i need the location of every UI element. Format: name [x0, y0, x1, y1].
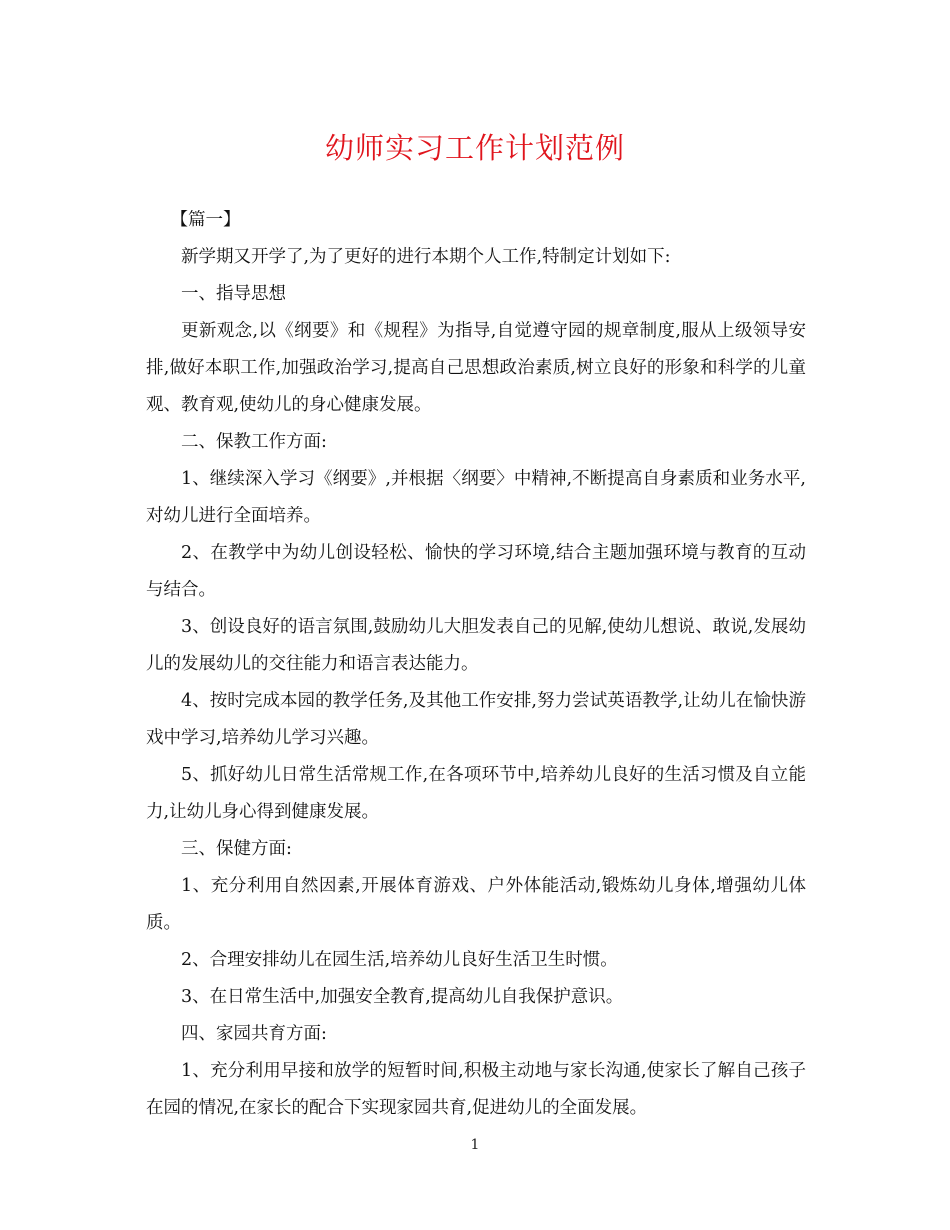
paragraph-intro: 新学期又开学了,为了更好的进行本期个人工作,特制定计划如下: — [181, 247, 671, 267]
paragraph-health-1: 1、充分利用自然因素,开展体育游戏、户外体能活动,锻炼幼儿身体,增强幼儿体质。 — [146, 876, 806, 933]
paragraph-health-3: 3、在日常生活中,加强安全教育,提高幼儿自我保护意识。 — [181, 987, 624, 1007]
paragraph-home-school-1: 1、充分利用早接和放学的短暂时间,积极主动地与家长沟通,使家长了解自己孩子在园的情况,在家长的配合下实现家园共育,促进幼儿的全面发展。 — [146, 1061, 806, 1118]
paragraph-teaching-3: 3、创设良好的语言氛围,鼓励幼儿大胆发表自己的见解,使幼儿想说、敢说,发展幼儿的发展幼儿的交往能力和语言表达能力。 — [146, 617, 806, 674]
paragraph-guiding-ideology: 更新观念,以《纲要》和《规程》为指导,自觉遵守园的规章制度,服从上级领导安排,做好本职工作,加强政治学习,提高自己思想政治素质,树立良好的形象和科学的儿童观、教育观,使幼儿的身心健康发展。 — [146, 321, 806, 415]
document-title: 幼师实习工作计划范例 — [324, 131, 625, 165]
page-number: 1 — [470, 1137, 480, 1153]
heading-home-school: 四、家园共育方面: — [181, 1024, 327, 1044]
heading-health-care: 三、保健方面: — [181, 839, 292, 859]
paragraph-teaching-4: 4、按时完成本园的教学任务,及其他工作安排,努力尝试英语教学,让幼儿在愉快游戏中学习,培养幼儿学习兴趣。 — [146, 691, 806, 748]
heading-guiding-ideology: 一、指导思想 — [181, 284, 286, 304]
paragraph-health-2: 2、合理安排幼儿在园生活,培养幼儿良好生活卫生时惯。 — [181, 950, 618, 970]
section-tag: 【篇一】 — [170, 210, 241, 230]
heading-teaching-work: 二、保教工作方面: — [181, 432, 327, 452]
document-body — [146, 202, 806, 1127]
paragraph-teaching-2: 2、在教学中为幼儿创设轻松、愉快的学习环境,结合主题加强环境与教育的互动与结合。 — [146, 543, 806, 600]
paragraph-teaching-1: 1、继续深入学习《纲要》,并根据〈纲要〉中精神,不断提高自身素质和业务水平,对幼儿进行全面培养。 — [146, 469, 806, 526]
paragraph-teaching-5: 5、抓好幼儿日常生活常规工作,在各项环节中,培养幼儿良好的生活习惯及自立能力,让幼儿身心得到健康发展。 — [146, 765, 806, 822]
